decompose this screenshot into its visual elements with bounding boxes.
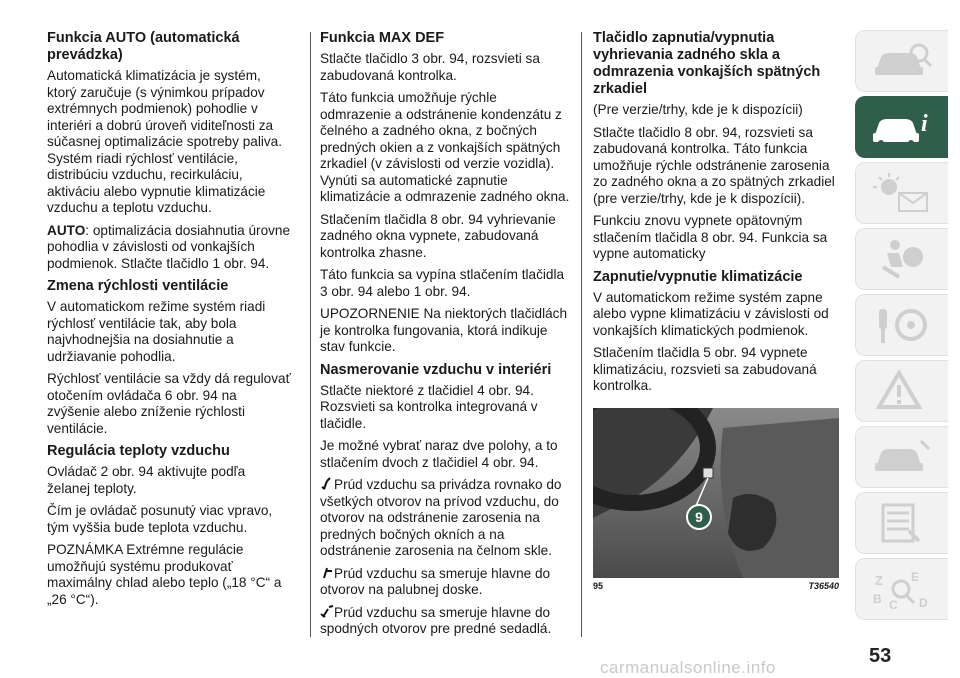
para-dir-1: Stlačte niektoré z tlačidiel 4 obr. 94. Rozsvieti sa kontrolka integrovaná v tlačidle. — [320, 382, 538, 431]
svg-text:Z: Z — [875, 573, 883, 588]
para-max-2: Táto funkcia umožňuje rýchle odmrazenie a odstránenie kondenzátu z čelného a zadného okna, z bočných predných okien a z vonkajších spätných zrkadiel (v závislosti od verzie vozidla). Vynúti sa automatické zapnutie klimatizácie a odmrazenie zadného okna. — [320, 90, 570, 204]
checklist-icon — [869, 501, 935, 545]
heading-rear-defrost-button: Tlačidlo zapnutia/vypnutia vyhrievania zadného skla a odmrazenia vonkajších spätných zrkadiel — [593, 30, 821, 97]
heading-fan: Zmena rýchlosti ventilácie — [47, 278, 229, 294]
column-1 — [47, 30, 292, 614]
para-dir-2: Je možné vybrať naraz dve polohy, a to stlačením dvoch z tlačidiel 4 obr. 94. — [320, 438, 558, 470]
tab-starting-driving[interactable] — [855, 294, 948, 356]
alphabet-index-icon — [869, 567, 935, 611]
para-fan-1: V automatickom režime systém riadi rýchlosť ventilácie tak, aby bola najvhodnejšia na dosiahnutie a udržiavanie pohodlia. — [47, 299, 266, 364]
light-message-icon — [869, 171, 935, 215]
para-auto: Automatická klimatizácia je systém, ktorý zaručuje (s výnimkou prípadov extrémnych podmienok) pohodlie v interiéri a dobrú úroveň viditeľnosti za súčasnej optimalizácie spotreby paliva. Systém riadi rýchlosť ventilácie, distribúciu vzduchu, recirkuláciu, aktiváciu alebo vypnutie klimatizácie vzduchu a teplotu vzduchu. — [47, 68, 282, 215]
airbag-safety-icon — [869, 237, 935, 281]
airflow-dashboard-icon — [320, 566, 334, 579]
car-search-icon — [869, 39, 935, 83]
tab-index[interactable] — [855, 558, 948, 620]
heading-auto: Funkcia AUTO (automatická prevádzka) — [47, 30, 240, 63]
para-max-5: UPOZORNENIE Na niektorých tlačidlách je kontrolka fungovania, ktorá indikuje stav funkcie. — [320, 306, 568, 354]
para-btn-1: (Pre verzie/trhy, kde je k dispozícii) — [593, 102, 803, 117]
para-max-3: Stlačením tlačidla 8 obr. 94 vyhrievanie zadného okna vypnete, zabudovaná kontrolka zhasne. — [320, 211, 556, 260]
column-2 — [320, 30, 570, 644]
auto-text: : optimalizácia dosiahnutia úrovne pohodlia v závislosti od vonkajších podmienok. Stlačte tlačidlo 1 obr. 94. — [47, 222, 291, 271]
svg-text:D: D — [919, 596, 928, 610]
para-dir-4 — [320, 566, 570, 599]
para-temp-2: Čím je ovládač posunutý viac vpravo, tým vyššia bude teplota vzduchu. — [47, 503, 273, 535]
key-steering-icon — [869, 303, 935, 347]
svg-text:i: i — [921, 111, 928, 137]
auto-label: AUTO — [47, 222, 86, 238]
car-info-icon — [869, 105, 935, 149]
column-3 — [593, 30, 838, 401]
para-temp-3: POZNÁMKA Extrémne regulácie umožňujú systému produkovať maximálny chlad alebo teplo („18 °C“ a „26 °C“). — [47, 542, 282, 607]
airflow-all-icon — [320, 477, 334, 490]
tab-car-overview[interactable] — [855, 30, 948, 92]
heading-temp: Regulácia teploty vzduchu — [47, 443, 230, 459]
para-fan-2: Rýchlosť ventilácie sa vždy dá regulovať otočením ovládača 6 obr. 94 na zvýšenie alebo zníženie rýchlosti ventilácie. — [47, 371, 291, 436]
svg-text:C: C — [889, 598, 898, 611]
watermark: carmanualsonline.info — [600, 658, 776, 677]
para-dir-4-text: Prúd vzduchu sa smeruje hlavne do otvorov na palubnej doske. — [320, 565, 551, 597]
svg-text:E: E — [911, 570, 920, 584]
chapter-tabs — [855, 30, 948, 624]
heading-max-def: Funkcia MAX DEF — [320, 30, 445, 46]
para-max-4: Táto funkcia sa vypína stlačením tlačidla 3 obr. 94 alebo 1 obr. 94. — [320, 267, 565, 299]
tab-car-info[interactable] — [855, 96, 948, 158]
figure-number: 95 — [593, 581, 604, 591]
para-btn-3: Funkciu znovu vypnete opätovným stlačením tlačidla 8 obr. 94. Funkcia sa vypne automaticky — [593, 213, 828, 261]
para-ac-2: Stlačením tlačidla 5 obr. 94 vypnete klimatizáciu, rozsvieti sa zabudovaná kontrolka. — [593, 345, 817, 393]
figure-callout-9: 9 — [686, 504, 712, 530]
page-number: 53 — [869, 645, 892, 667]
svg-text:B: B — [873, 592, 882, 606]
para-dir-3 — [320, 477, 570, 560]
figure-code: T36540 — [808, 581, 839, 591]
column-divider-2 — [581, 32, 582, 637]
para-dir-5-text: Prúd vzduchu sa smeruje hlavne do spodných otvorov pre predné sedadlá. — [320, 604, 552, 636]
warning-triangle-icon — [869, 369, 935, 413]
airflow-feet-icon — [320, 605, 334, 618]
heading-ac: Zapnutie/vypnutie klimatizácie — [593, 268, 803, 285]
para-temp-1: Ovládač 2 obr. 94 aktivujte podľa želanej teploty. — [47, 464, 246, 496]
para-auto-button — [47, 223, 292, 273]
figure-photo — [593, 408, 839, 578]
tab-warning-lights[interactable] — [855, 162, 948, 224]
tab-emergency[interactable] — [855, 360, 948, 422]
figure-caption — [593, 581, 839, 591]
tab-safety[interactable] — [855, 228, 948, 290]
para-ac-1: V automatickom režime systém zapne alebo vypne klimatizáciu v závislosti od vonkajších klimatických podmienok. — [593, 289, 829, 338]
tab-technical-data[interactable] — [855, 492, 948, 554]
para-btn-2: Stlačte tlačidlo 8 obr. 94, rozsvieti sa zabudovaná kontrolka. Táto funkcia umožňuje rýchle odstránenie zarosenia zo zadného okna a zo spätných zrkadiel (pre verzie/trhy, kde je k dispozícii). — [593, 124, 835, 206]
para-max-1: Stlačte tlačidlo 3 obr. 94, rozsvieti sa zabudovaná kontrolka. — [320, 51, 540, 83]
column-divider-1 — [310, 32, 311, 637]
car-service-icon — [869, 435, 935, 479]
para-dir-3-text: Prúd vzduchu sa privádza rovnako do všetkých otvorov na prívod vzduchu, do otvorov na odstránenie zarosenia na predných bočných okních a na odstránenie zarosenia na čelnom skle. — [320, 477, 562, 558]
para-dir-5 — [320, 605, 570, 638]
tab-maintenance[interactable] — [855, 426, 948, 488]
heading-air-direction: Nasmerovanie vzduchu v interiéri — [320, 361, 552, 378]
dashboard-photo-illustration — [593, 408, 839, 578]
